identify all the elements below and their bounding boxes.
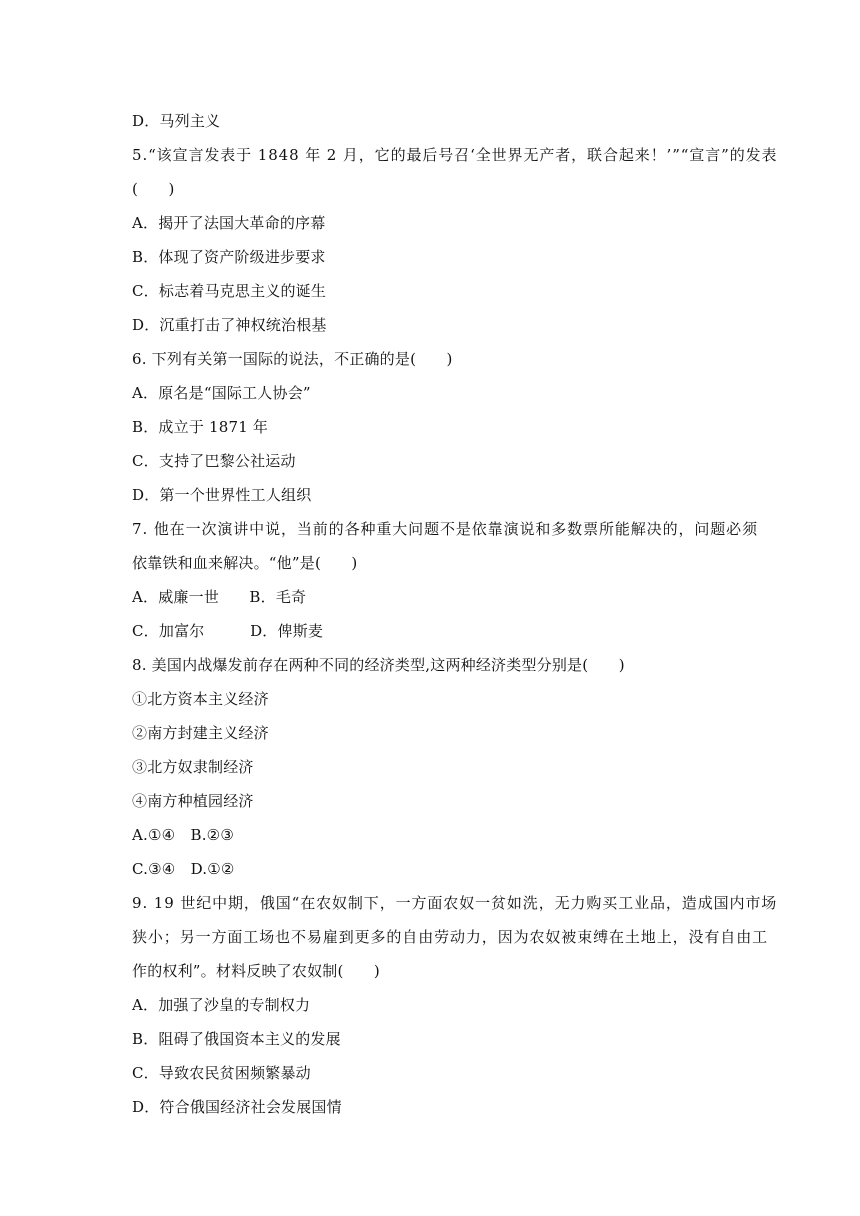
question-8-item-4: ④南方种植园经济	[132, 792, 254, 810]
question-7-options-cd: C．加富尔 D．俾斯麦	[132, 622, 324, 640]
question-9-stem-line-3: 作的权利”。材料反映了农奴制( )	[132, 962, 380, 980]
question-8-item-2: ②南方封建主义经济	[132, 724, 269, 742]
question-7-stem-line-2: 依靠铁和血来解决。“他”是( )	[132, 554, 358, 572]
question-5-stem: 5.“该宣言发表于 1848 年 2 月，它的最后号召‘全世界无产者，联合起来！’”“宣言”的发表	[132, 146, 778, 164]
question-8-item-3: ③北方奴隶制经济	[132, 758, 254, 776]
question-6-option-d: D．第一个世界性工人组织	[132, 486, 312, 504]
question-8-item-1: ①北方资本主义经济	[132, 690, 269, 708]
question-6-stem: 6. 下列有关第一国际的说法，不正确的是( )	[132, 350, 453, 368]
question-6-option-c: C．支持了巴黎公社运动	[132, 452, 296, 470]
question-5-answer-blank: ( )	[132, 180, 175, 198]
question-7-options-ab: A．威廉一世 B．毛奇	[132, 588, 307, 606]
question-8-options-ab: A.①④ B.②③	[132, 826, 234, 844]
question-5-option-a: A．揭开了法国大革命的序幕	[132, 214, 326, 232]
question-6-option-b: B．成立于 1871 年	[132, 418, 269, 436]
question-8-stem: 8. 美国内战爆发前存在两种不同的经济类型,这两种经济类型分别是( )	[132, 656, 625, 674]
question-9-option-d: D．符合俄国经济社会发展国情	[132, 1098, 342, 1116]
question-9-stem-line-1: 9. 19 世纪中期，俄国“在农奴制下，一方面农奴一贫如洗，无力购买工业品，造成国内市场	[132, 894, 778, 912]
option-d-prev: D．马列主义	[132, 112, 221, 130]
question-8-options-cd: C.③④ D.①②	[132, 860, 235, 878]
question-5-option-c: C．标志着马克思主义的诞生	[132, 282, 327, 300]
question-9-stem-line-2: 狭小；另一方面工场也不易雇到更多的自由劳动力，因为农奴被束缚在土地上，没有自由工	[132, 928, 769, 946]
question-9-option-c: C．导致农民贫困频繁暴动	[132, 1064, 311, 1082]
question-6-option-a: A．原名是“国际工人协会”	[132, 384, 311, 402]
question-7-stem-line-1: 7. 他在一次演讲中说，当前的各种重大问题不是依靠演说和多数票所能解决的，问题必须	[132, 520, 758, 538]
question-5-option-d: D．沉重打击了神权统治根基	[132, 316, 327, 334]
question-9-option-a: A．加强了沙皇的专制权力	[132, 996, 311, 1014]
question-5-option-b: B．体现了资产阶级进步要求	[132, 248, 326, 266]
question-9-option-b: B．阻碍了俄国资本主义的发展	[132, 1030, 341, 1048]
